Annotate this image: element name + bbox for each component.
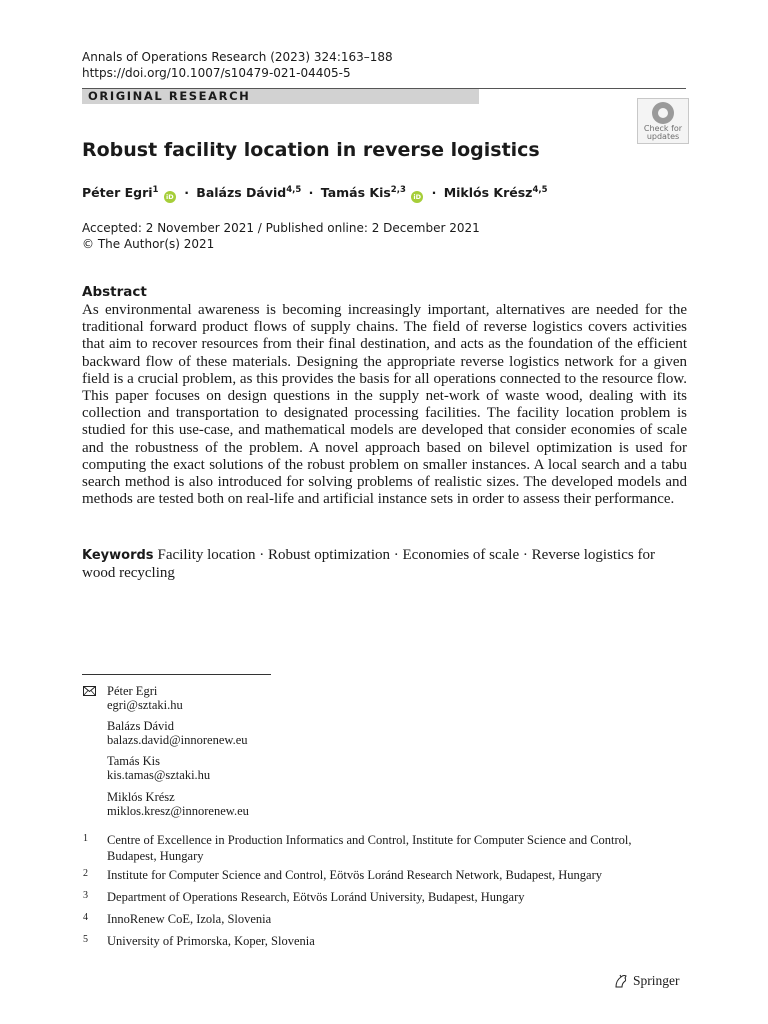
author-affil-sup: 4,5 [532, 185, 548, 195]
publication-dates [82, 221, 480, 252]
affiliation-text: Institute for Computer Science and Control, Eötvös Loránd Research Network, Budapest, Hungary [107, 868, 603, 882]
affiliation-text: University of Primorska, Koper, Slovenia [107, 934, 315, 948]
contact-entry [107, 719, 248, 747]
author-name[interactable]: Miklós Krész [443, 185, 533, 200]
check-for-updates-line2: updates [646, 132, 680, 141]
affiliation-text: InnoRenew CoE, Izola, Slovenia [107, 912, 272, 926]
affiliation-text: Department of Operations Research, Eötvös Loránd University, Budapest, Hungary [107, 890, 525, 904]
affiliation-number: 3 [83, 890, 88, 901]
contact-entry [107, 790, 249, 818]
contact-name: Péter Egri [107, 684, 158, 698]
affiliation-text: Centre of Excellence in Production Informatics and Control, Institute for Computer Science and Control, Budapest, Hungary [107, 833, 632, 863]
abstract-text: As environmental awareness is becoming increasingly important, alternatives are needed for the traditional forward product flows of supply chains. The field of reverse logistics covers activities that aim to recover resources from their final destination, and acts as the foundation of the efficient backward flow of these materials. Designing the appropriate reverse logistics network for a given field is a crucial problem, as this provides the basis for all operations connected to the resource flow. This paper focuses on design questions in the supply net-work of waste wood, dealing with its collection and transportation to designated processing facilities. The facility location problem is studied for this use-case, and mathematical models are developed that consider economies of scale and the robustness of the problem. A novel approach based on bilevel optimization is used for computing the exact solutions of the robust problem on smaller instances. A local search and a tabu search method is also introduced for solving problems of realistic sizes. The developed models and methods are tested both on real-life and artificial instance sets in order to assess their performance. [82, 302, 687, 508]
author-affil-sup: 4,5 [286, 185, 302, 195]
author-name[interactable]: Péter Egri [82, 185, 153, 200]
contact-email[interactable]: miklos.kresz@innorenew.eu [107, 804, 249, 819]
affiliation-number: 5 [83, 934, 88, 945]
author-list [82, 184, 548, 203]
contact-entry [107, 754, 210, 782]
envelope-icon [83, 686, 96, 696]
author-name[interactable]: Tamás Kis [320, 185, 391, 200]
orcid-icon[interactable]: iD [164, 191, 176, 203]
check-for-updates-badge[interactable] [637, 98, 689, 144]
contact-name: Balázs Dávid [107, 719, 174, 733]
paper-title: Robust facility location in reverse logistics [82, 139, 540, 161]
publisher-name: Springer [633, 973, 680, 988]
keywords-list: Facility location · Robust optimization · Economies of scale · Reverse logistics for wood recycling [82, 547, 655, 581]
author-separator: · [184, 185, 189, 200]
keywords-heading: Keywords [82, 548, 154, 563]
contact-email[interactable]: balazs.david@innorenew.eu [107, 733, 248, 748]
author-affil-sup: 1 [152, 185, 159, 195]
author-affil-sup: 2,3 [390, 185, 406, 195]
contact-name: Miklós Krész [107, 790, 175, 804]
footnote-rule [82, 674, 271, 675]
journal-header [82, 50, 393, 81]
check-for-updates-line1: Check for [643, 124, 683, 133]
author-separator: · [308, 185, 314, 200]
affiliation-number: 2 [83, 868, 88, 879]
author-separator: · [431, 185, 437, 200]
journal-citation: Annals of Operations Research (2023) 324:163–188 [82, 50, 393, 64]
contact-email[interactable]: egri@sztaki.hu [107, 698, 183, 713]
publisher-logo [614, 972, 680, 990]
contact-entry [107, 684, 183, 712]
contact-name: Tamás Kis [107, 754, 160, 768]
dates-line: Accepted: 2 November 2021 / Published online: 2 December 2021 [82, 221, 480, 235]
section-label: ORIGINAL RESEARCH [88, 89, 251, 103]
abstract-heading: Abstract [82, 284, 147, 300]
springer-horse-icon [614, 974, 629, 989]
check-for-updates-icon [652, 102, 674, 124]
orcid-icon[interactable]: iD [411, 191, 423, 203]
affiliation-number: 1 [83, 833, 88, 844]
copyright-line: © The Author(s) 2021 [82, 236, 215, 251]
keywords [82, 547, 687, 583]
author-name[interactable]: Balázs Dávid [196, 185, 287, 200]
contact-email[interactable]: kis.tamas@sztaki.hu [107, 768, 211, 783]
doi-link[interactable]: https://doi.org/10.1007/s10479-021-04405-5 [82, 65, 351, 80]
affiliation-number: 4 [83, 912, 88, 923]
